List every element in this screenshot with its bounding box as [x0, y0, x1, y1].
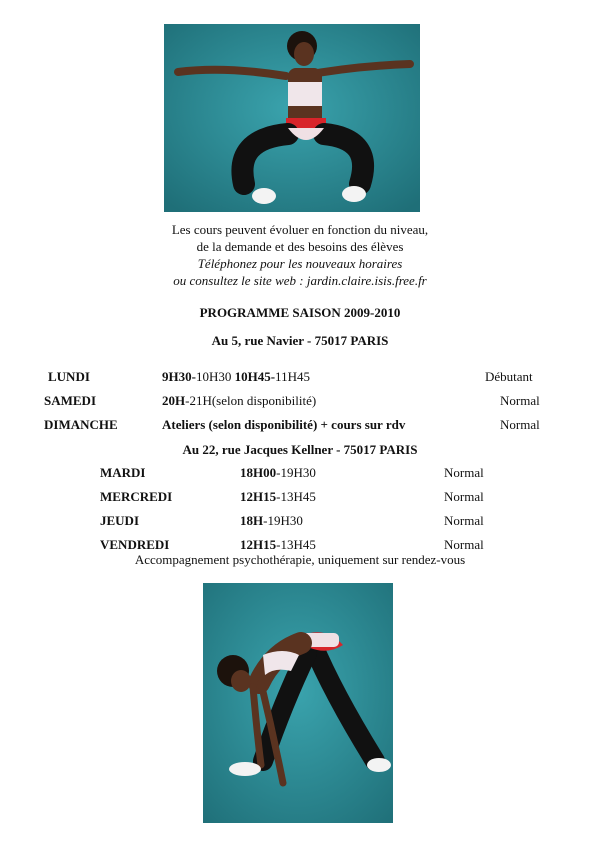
day-label: SAMEDI	[44, 393, 97, 408]
day-label: JEUDI	[100, 513, 140, 528]
level-label: Normal	[444, 537, 484, 552]
time-slot: 18H-19H30	[240, 513, 303, 528]
time-slot: 12H15-13H45	[240, 537, 316, 552]
intro-line-2: de la demande et des besoins des élèves	[196, 239, 404, 254]
day-label: MARDI	[100, 465, 146, 480]
psychotherapy-note: Accompagnement psychothérapie, uniquement sur rendez-vous	[134, 552, 466, 567]
day-label: VENDREDI	[100, 537, 170, 552]
level-label: Normal	[500, 393, 540, 408]
location1-address: Au 5, rue Navier - 75017 PARIS	[211, 333, 389, 348]
bottom-photo	[203, 583, 393, 823]
level-label: Normal	[444, 513, 484, 528]
level-label: Débutant	[485, 369, 533, 384]
time-slot: Ateliers (selon disponibilité) + cours sur rdv	[162, 417, 406, 432]
level-label: Normal	[444, 465, 484, 480]
level-label: Normal	[500, 417, 540, 432]
intro-line-1: Les cours peuvent évoluer en fonction du niveau,	[171, 222, 429, 237]
time-slot: 18H00-19H30	[240, 465, 316, 480]
time-slot: 12H15-13H45	[240, 489, 316, 504]
intro-line-3: Téléphonez pour les nouveaux horaires	[197, 256, 403, 271]
time-slot: 20H-21H(selon disponibilité)	[162, 393, 317, 408]
intro-text	[0, 221, 600, 289]
day-label: MERCREDI	[100, 489, 173, 504]
location2-address: Au 22, rue Jacques Kellner - 75017 PARIS	[182, 442, 418, 457]
level-label: Normal	[444, 489, 484, 504]
intro-line-4: ou consultez le site web : jardin.claire.isis.free.fr	[173, 273, 427, 288]
time-slot: 9H30-10H30 10H45-11H45	[162, 369, 310, 384]
day-label: DIMANCHE	[44, 417, 118, 432]
programme-title: PROGRAMME SAISON 2009-2010	[199, 305, 401, 320]
top-photo	[164, 24, 420, 212]
day-label: LUNDI	[48, 369, 90, 384]
